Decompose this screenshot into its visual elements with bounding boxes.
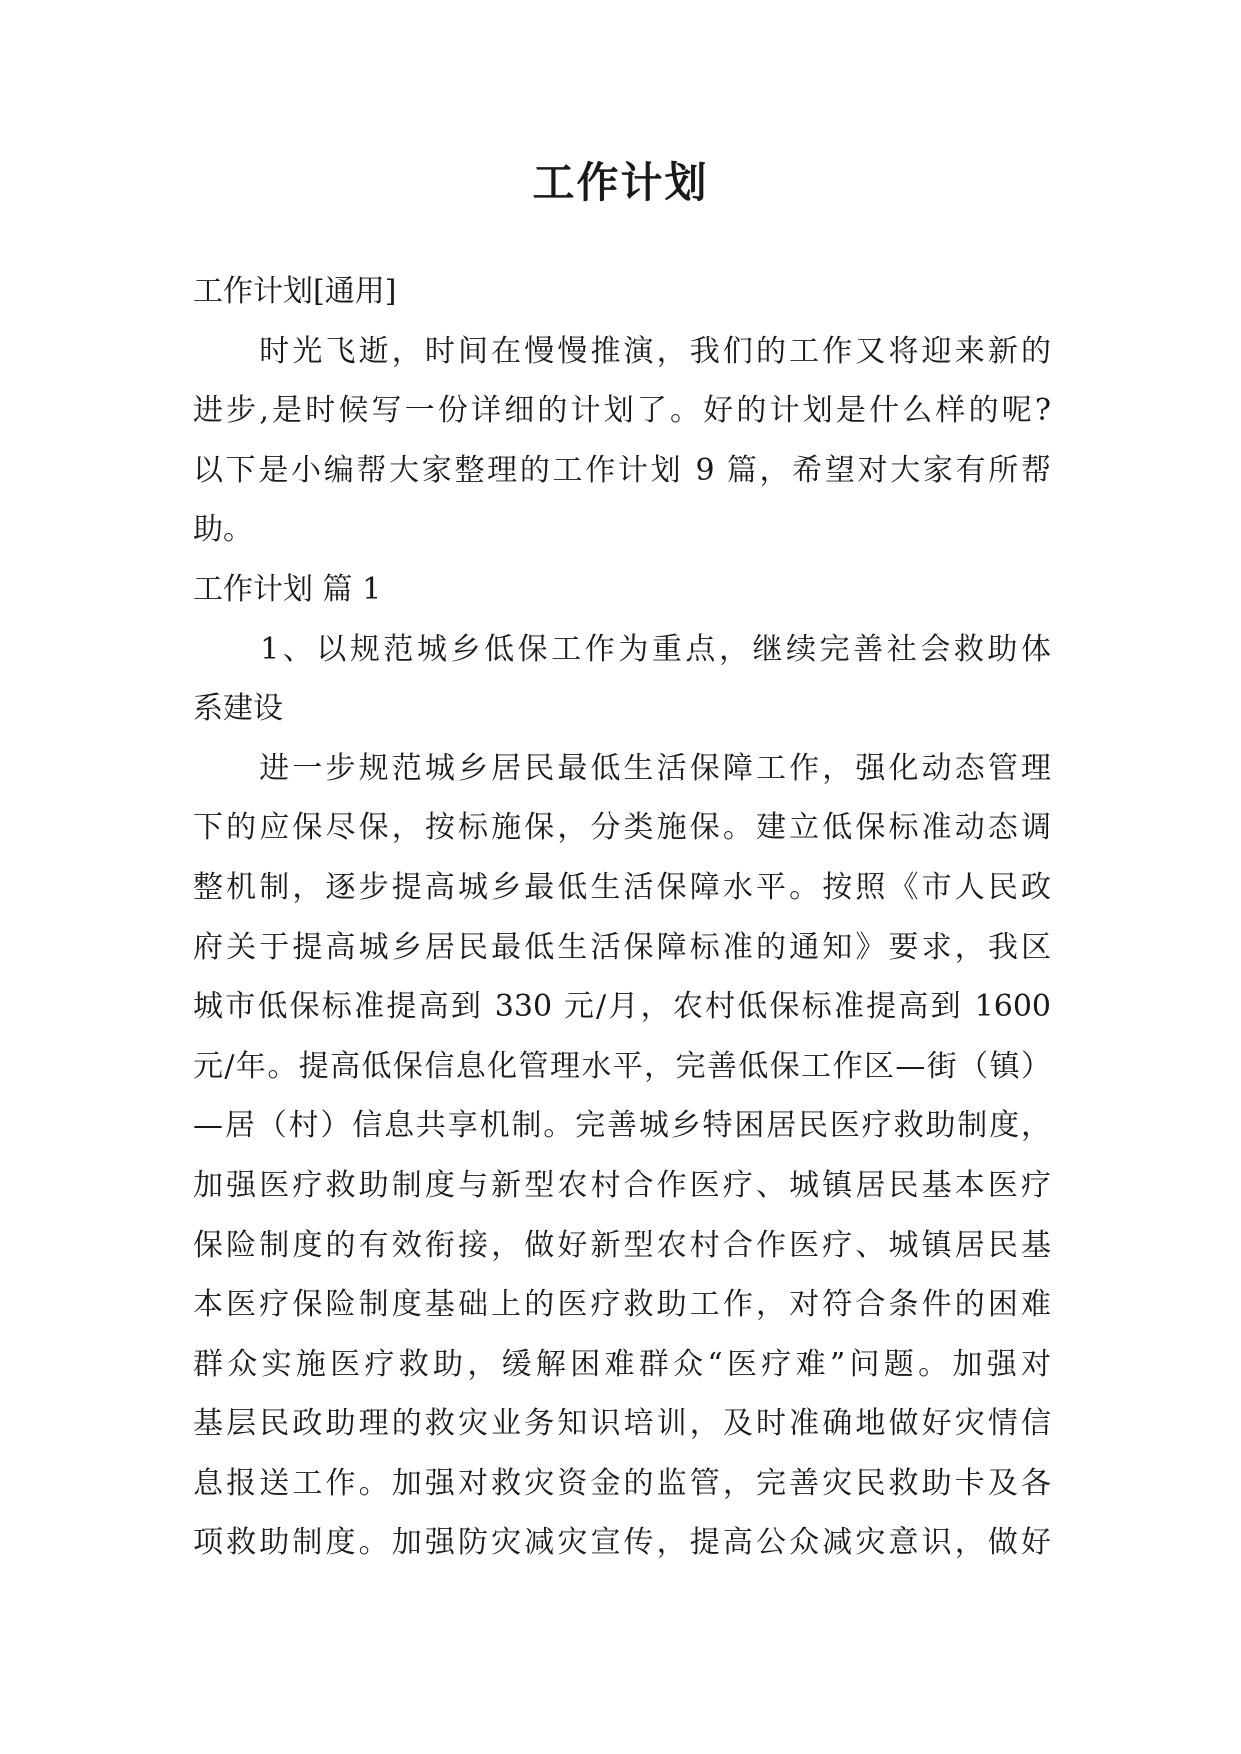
- text-line: 进一步规范城乡居民最低生活保障工作，强化动态管理: [193, 750, 1051, 786]
- text-line: 下的应保尽保，按标施保，分类施保。建立低保标准动态调: [193, 810, 1051, 846]
- text-line: 基层民政助理的救灾业务知识培训，及时准确地做好灾情信: [193, 1406, 1051, 1442]
- text-line: 助。: [193, 512, 253, 548]
- text-line: 整机制，逐步提高城乡最低生活保障水平。按照《市人民政: [193, 869, 1051, 905]
- page-title: 工作计划: [532, 158, 709, 207]
- text-line: 项救助制度。加强防灾减灾宣传，提高公众减灾意识，做好: [193, 1525, 1051, 1561]
- text-line: 进步,是时候写一份详细的计划了。好的计划是什么样的呢?: [193, 393, 1051, 429]
- text-line: 府关于提高城乡居民最低生活保障标准的通知》要求，我区: [193, 929, 1051, 965]
- text-line: 时光飞逝，时间在慢慢推演，我们的工作又将迎来新的: [193, 333, 1051, 369]
- text-line: 系建设: [193, 691, 283, 727]
- text-line: 1、以规范城乡低保工作为重点，继续完善社会救助体: [193, 631, 1051, 667]
- document-body: [193, 262, 1051, 1573]
- text-line: 以下是小编帮大家整理的工作计划 9 篇，希望对大家有所帮: [193, 452, 1051, 488]
- text-line: 城市低保标准提高到 330 元/月，农村低保标准提高到 1600: [193, 989, 1051, 1025]
- text-line: 息报送工作。加强对救灾资金的监管，完善灾民救助卡及各: [193, 1465, 1051, 1501]
- text-line: 本医疗保险制度基础上的医疗救助工作，对符合条件的困难: [193, 1287, 1051, 1323]
- text-line: 群众实施医疗救助，缓解困难群众“医疗难”问题。加强对: [193, 1346, 1051, 1382]
- text-line: —居（村）信息共享机制。完善城乡特困居民医疗救助制度，: [193, 1108, 1051, 1144]
- text-line: 元/年。提高低保信息化管理水平，完善低保工作区—街（镇）: [193, 1048, 1051, 1084]
- text-line: 工作计划[通用]: [193, 274, 397, 309]
- text-line: 保险制度的有效衔接，做好新型农村合作医疗、城镇居民基: [193, 1227, 1051, 1263]
- text-line: 工作计划 篇 1: [193, 571, 382, 607]
- text-line: 加强医疗救助制度与新型农村合作医疗、城镇居民基本医疗: [193, 1167, 1051, 1203]
